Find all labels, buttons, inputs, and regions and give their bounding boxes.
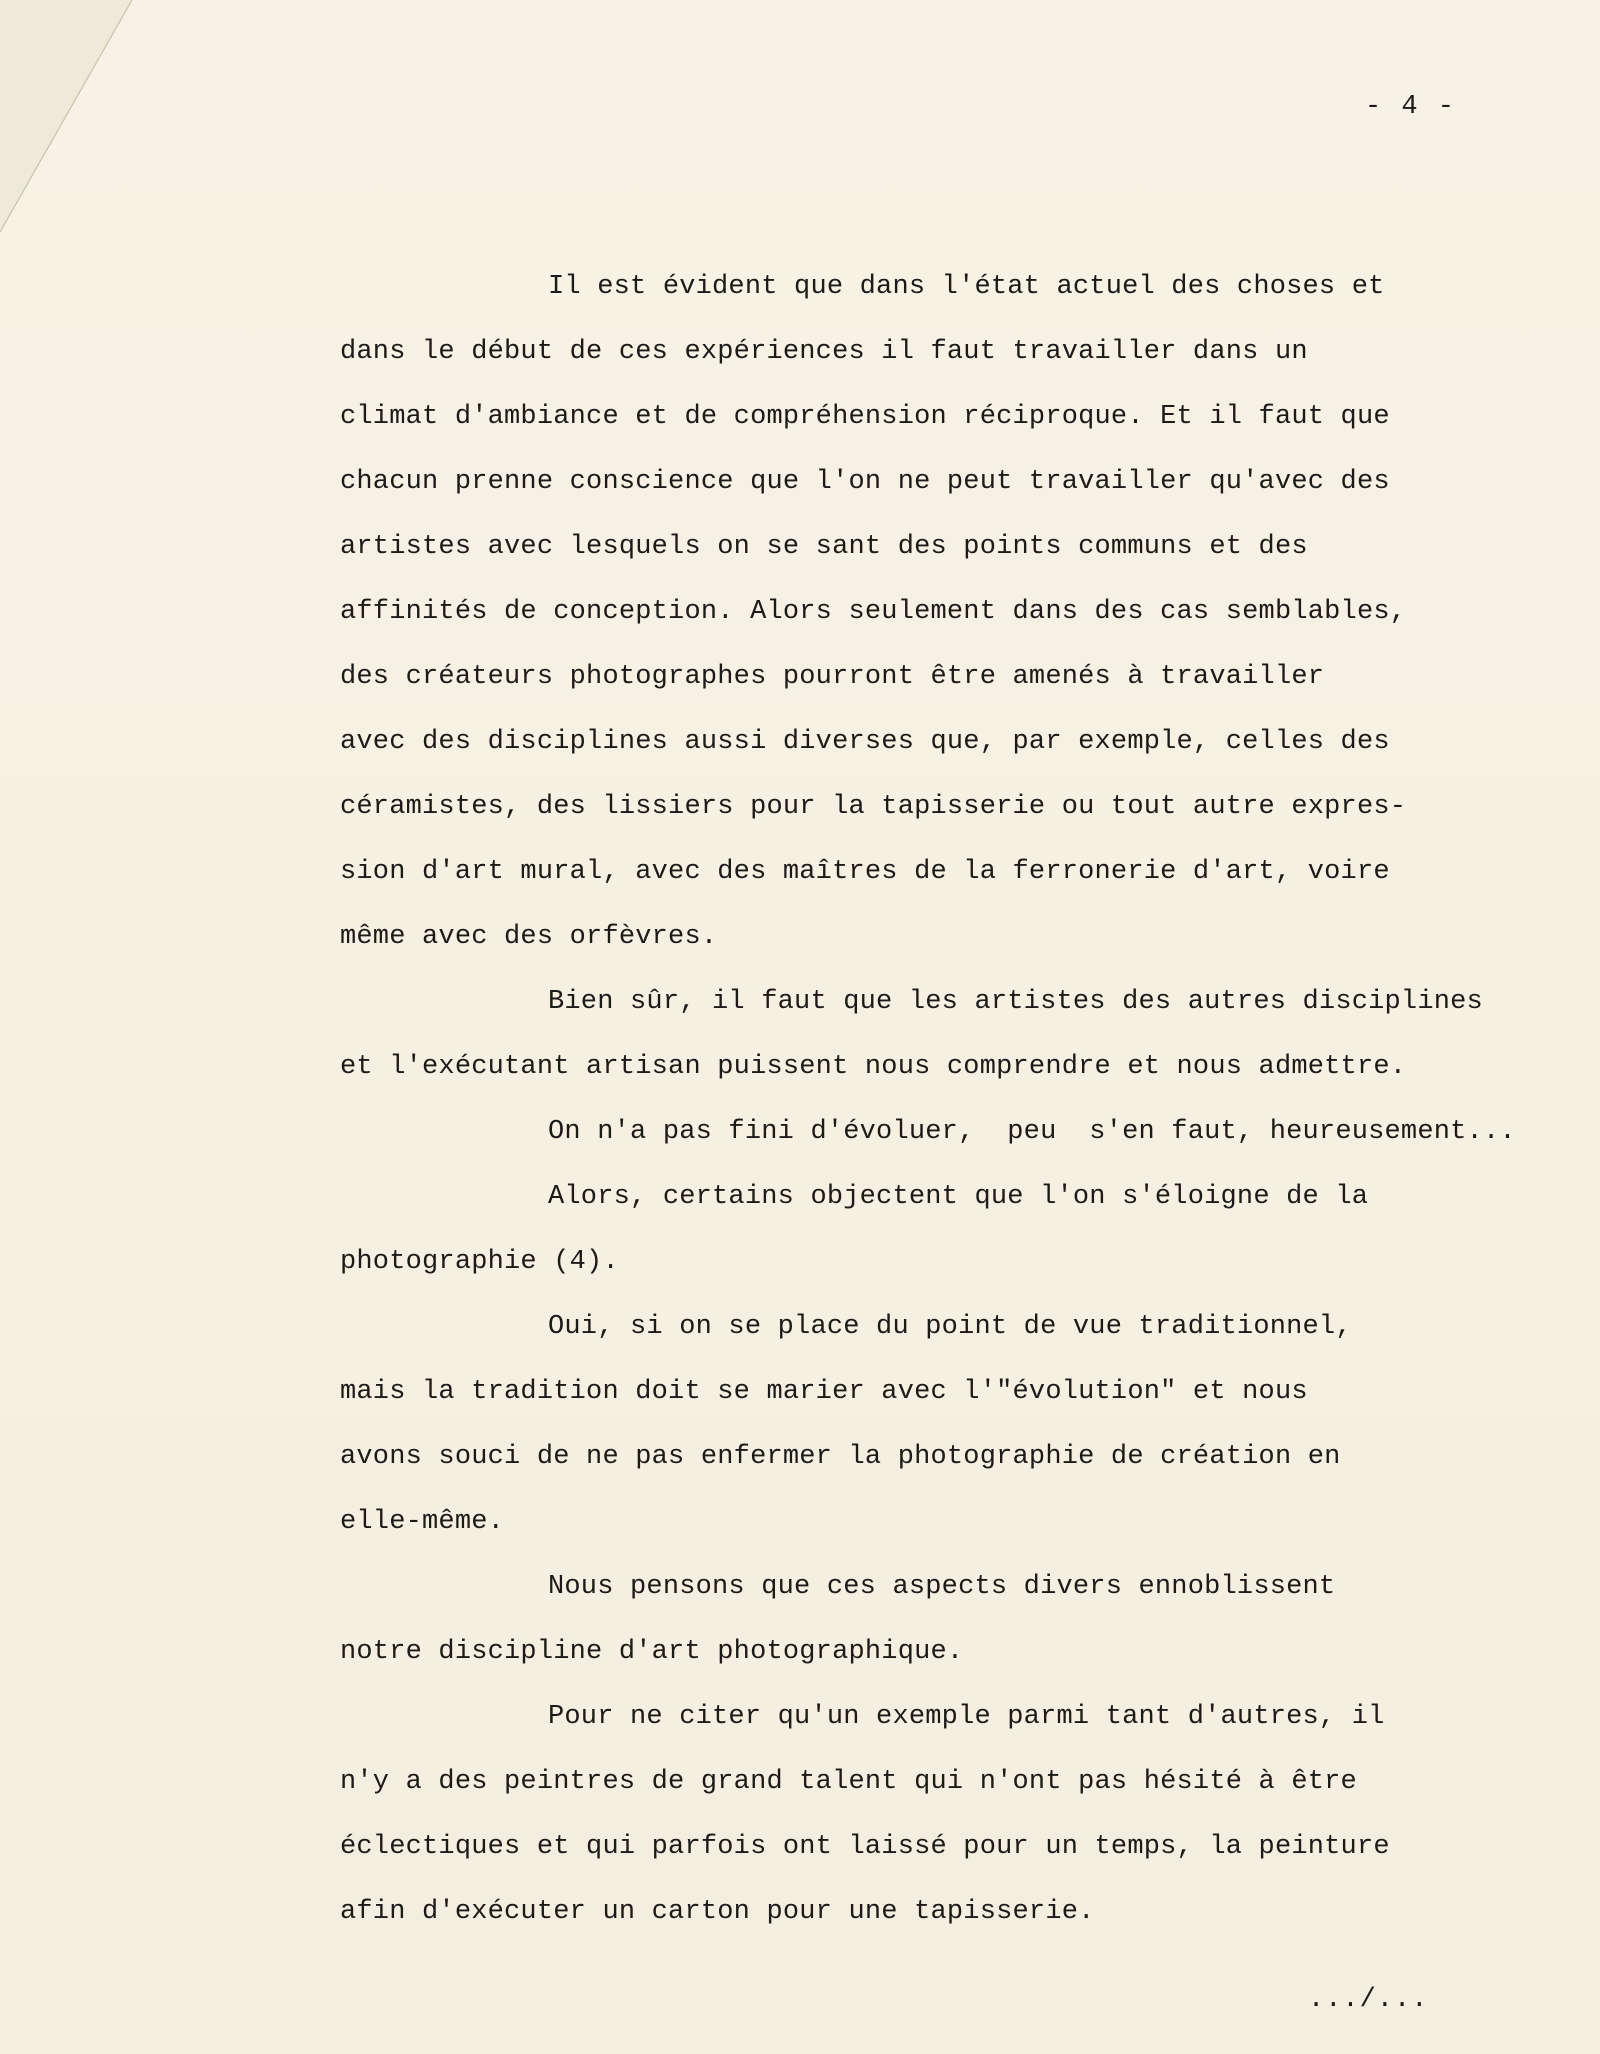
text-line: Alors, certains objectent que l'on s'éloigne de la <box>548 1182 1369 1212</box>
text-line: mais la tradition doit se marier avec l'"évolution" et nous <box>340 1377 1308 1407</box>
text-line: elle-même. <box>340 1507 505 1537</box>
continuation-mark: .../... <box>1308 1985 1429 2015</box>
text-line: n'y a des peintres de grand talent qui n'ont pas hésité à être <box>340 1767 1357 1797</box>
text-line: éclectiques et qui parfois ont laissé pour un temps, la peinture <box>340 1832 1390 1862</box>
text-line: Oui, si on se place du point de vue traditionnel, <box>548 1312 1352 1342</box>
text-line: avons souci de ne pas enfermer la photographie de création en <box>340 1442 1341 1472</box>
text-line: même avec des orfèvres. <box>340 922 718 952</box>
text-line: avec des disciplines aussi diverses que, par exemple, celles des <box>340 727 1390 757</box>
text-line: céramistes, des lissiers pour la tapisserie ou tout autre expres- <box>340 792 1407 822</box>
text-line: On n'a pas fini d'évoluer, peu s'en faut, heureusement... <box>548 1117 1516 1147</box>
text-line: des créateurs photographes pourront être amenés à travailler <box>340 662 1325 692</box>
text-line: climat d'ambiance et de compréhension réciproque. Et il faut que <box>340 402 1390 432</box>
text-line: photographie (4). <box>340 1247 619 1277</box>
text-line: Nous pensons que ces aspects divers ennoblissent <box>548 1572 1336 1602</box>
text-line: afin d'exécuter un carton pour une tapisserie. <box>340 1897 1095 1927</box>
text-line: dans le début de ces expériences il faut travailler dans un <box>340 337 1308 367</box>
text-line: Bien sûr, il faut que les artistes des autres disciplines <box>548 987 1483 1017</box>
text-line: affinités de conception. Alors seulement dans des cas semblables, <box>340 597 1407 627</box>
text-line: chacun prenne conscience que l'on ne peut travailler qu'avec des <box>340 467 1390 497</box>
text-line: et l'exécutant artisan puissent nous comprendre et nous admettre. <box>340 1052 1407 1082</box>
page-number: - 4 - <box>1365 92 1457 122</box>
text-line: Pour ne citer qu'un exemple parmi tant d'autres, il <box>548 1702 1385 1732</box>
text-line: Il est évident que dans l'état actuel des choses et <box>548 272 1385 302</box>
text-line: notre discipline d'art photographique. <box>340 1637 964 1667</box>
text-line: sion d'art mural, avec des maîtres de la ferronerie d'art, voire <box>340 857 1390 887</box>
folded-corner-crease <box>0 0 140 240</box>
text-line: artistes avec lesquels on se sant des points communs et des <box>340 532 1308 562</box>
